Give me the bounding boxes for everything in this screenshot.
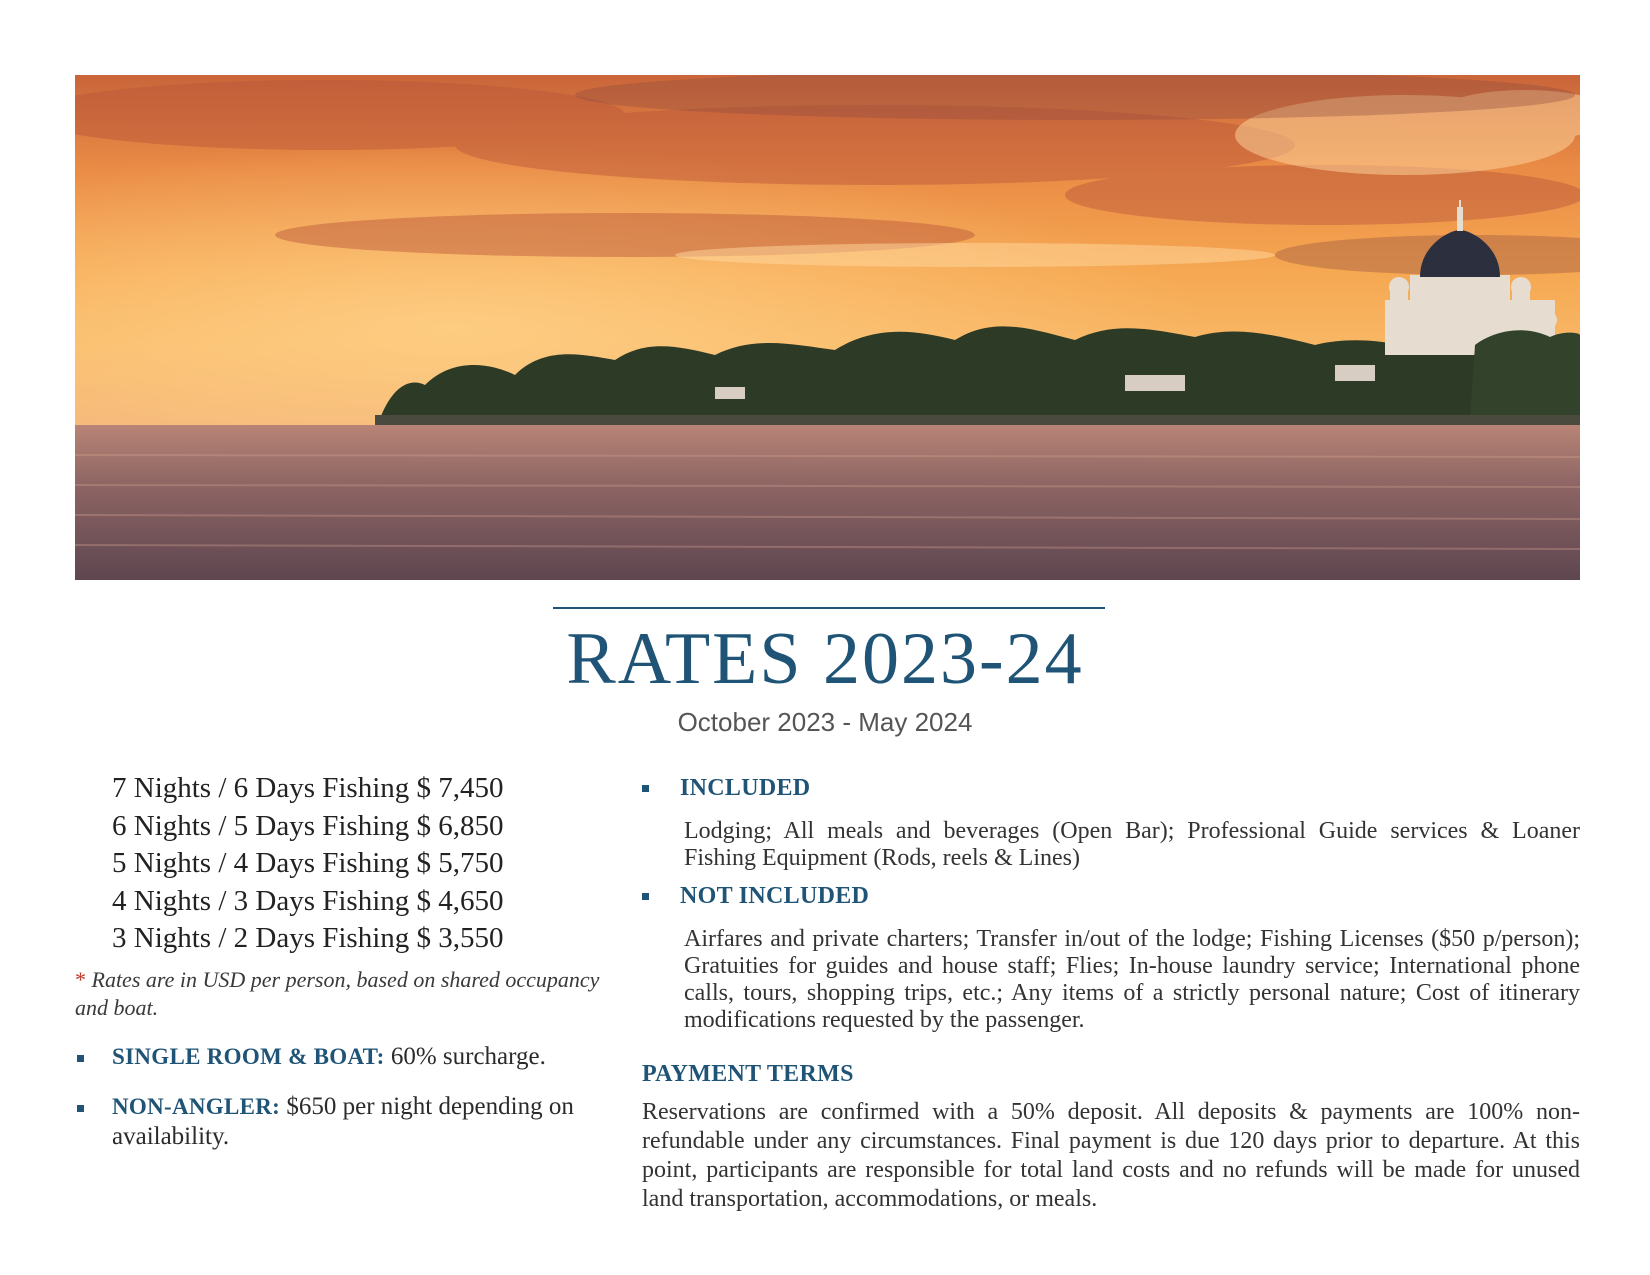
- surcharge-text: $650 per night depending on availability.: [112, 1092, 574, 1150]
- rates-column: [75, 770, 605, 1152]
- rate-row: 6 Nights / 5 Days Fishing $ 6,850: [112, 809, 504, 842]
- rates-note: [75, 966, 605, 1022]
- payment-terms-heading: PAYMENT TERMS: [642, 1061, 854, 1087]
- included-section: [642, 772, 1580, 804]
- surcharge-text: 60% surcharge.: [390, 1042, 546, 1070]
- rate-row: 7 Nights / 6 Days Fishing $ 7,450: [112, 772, 504, 804]
- rates-note-text: Rates are in USD per person, based on shared occupancy and boat.: [75, 966, 600, 1020]
- details-column: [642, 772, 1580, 1214]
- bullet-icon: [77, 1055, 84, 1062]
- not-included-text: Airfares and private charters; Transfer in/out of the lodge; Fishing Licenses ($50 p/person); Gratuities for guides and house staff; Flies; In-house laundry service; International phone calls, tours, shopping trips, etc.; Any items of a strictly personal nature; Cost of itinerary modifications requested by the passenger.: [684, 926, 1580, 1033]
- surcharge-label: SINGLE ROOM & BOAT:: [112, 1043, 385, 1069]
- page-title: RATES 2023-24: [566, 618, 1084, 700]
- rate-row: 3 Nights / 2 Days Fishing $ 3,550: [112, 922, 504, 954]
- payment-terms-text: Reservations are confirmed with a 50% deposit. All deposits & payments are 100% non-refundable under any circumstances. Final payment is due 120 days prior to departure. At this point, participants are responsible for total land costs and no refunds will be made for unused land transportation, accommodations, or meals.: [642, 1099, 1580, 1212]
- season-dates: October 2023 - May 2024: [677, 707, 973, 737]
- not-included-heading: NOT INCLUDED: [680, 883, 870, 909]
- not-included-section: [642, 880, 1580, 912]
- bullet-icon: [642, 893, 649, 900]
- surcharge-label: NON-ANGLER:: [112, 1093, 281, 1119]
- title-rule: [553, 607, 1105, 609]
- hero-photo: [75, 75, 1580, 580]
- rates-list: [75, 770, 605, 958]
- bullet-icon: [77, 1105, 84, 1112]
- asterisk: *: [75, 966, 86, 992]
- included-heading: INCLUDED: [680, 775, 811, 801]
- rate-row: 4 Nights / 3 Days Fishing $ 4,650: [112, 884, 504, 917]
- surcharge-single-room: [75, 1042, 605, 1072]
- sunset-river-image: [75, 75, 1580, 580]
- included-text: Lodging; All meals and beverages (Open Bar); Professional Guide services & Loaner Fishing Equipment (Rods, reels & Lines): [684, 818, 1580, 871]
- rate-row: 5 Nights / 4 Days Fishing $ 5,750: [112, 847, 504, 879]
- bullet-icon: [642, 785, 649, 792]
- surcharge-non-angler: [75, 1092, 605, 1152]
